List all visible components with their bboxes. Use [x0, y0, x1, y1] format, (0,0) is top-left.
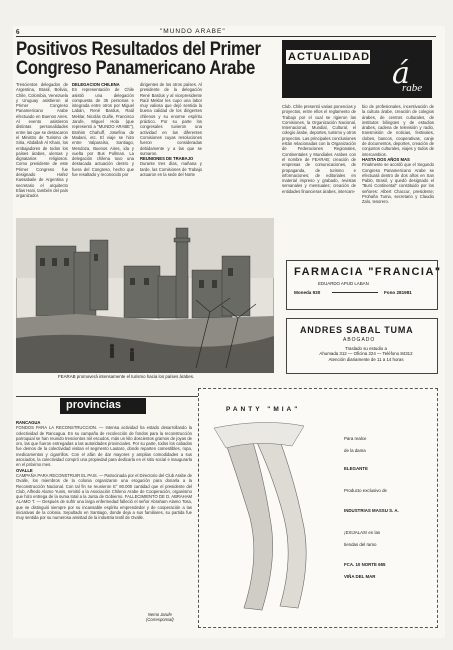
- col2-heading: DELEGACION CHILENA: [72, 82, 120, 87]
- signature-role: (Corresponsal): [146, 617, 174, 623]
- farmacia-phone: Fono 281981: [384, 290, 412, 295]
- newspaper-name: "MUNDO ARABE": [160, 28, 226, 35]
- farmacia-owner: EDUARDO APUD LABAN: [318, 281, 369, 286]
- ovalle-text: CAMPAÑA PARA RECONSTRUIR EL PAIS. — Patrocinada por el Directorio del Club Arabe de Ovalle, los miembros de la colonia organizaron una erogación para donarla a la Reconstrucción Nacional. Con tal fin se reunieron E° 80.000 cantidad que el presidente del Club, Alfredo Alamo Yunis, remitió a la Asociación Chileno Arabe de Cooperación, organismo que hizo entrega de la suma total a la Junta de Gobierno. FALLECIMIENTO DE D. ABRAHAM ALAMO T. — Después de sufrir una larga enfermedad falleció el señor Abraham Alamo Tosa, que se distinguió siempre por su incansable espíritu emprendedor y de cooperación a las iniciativas de la colonia. Sepultado en Santiago, donde deja a sus familiares, su partida fue muy sentida por su numerosa amistad de la industria textil de Ovalle.: [16, 472, 192, 521]
- headline-line-1: Positivos Resultados del Primer: [16, 39, 261, 60]
- abogado-title: ABOGADO: [343, 337, 376, 343]
- article-headline: [16, 39, 261, 79]
- signature-name: Nemo Jarufe: [147, 612, 172, 617]
- abogado-name: ANDRES SABAL TUMA: [300, 325, 414, 335]
- article-column-1: Trescientos delegados de Argentina, Brasil, Bolivia, Chile, Colombia, Venezuela y Uruguay asistieron al Primer Congreso Panamericano Arabe efectuado en Buenos Aires. Al evento asistieron distintas personalidades entre las que se destacaron el Ministro de Turismo de Siria, Abdallah Al Khani, los embajadores de todos los países árabes, ulemas y dignatarios religiosos. Como presidente de este Primer Congreso fue designado Hafez Kassabaile de Argentina y secretario el arquitecto Elias Hani, también del país organizador.: [16, 82, 68, 199]
- panty-line-1: Para realce: [344, 436, 367, 441]
- col5-text-b: Finalmente se acordó que el Segundo Congreso Panamericano Arabe se efectuará dentro de dos años en San Pablo, Brasil, y quedó designado el "Buró Continental" constituido por los señores: Albert Chaccur, presidente; Prohaña Tuma, secretario y Claudio Zalo, tesorero.: [362, 162, 434, 205]
- headline-line-2: Congreso Panamericano Arabe: [16, 58, 255, 79]
- article-column-2: [72, 82, 134, 214]
- abogado-line-3: Atención diariamente de 11 a 14 horas: [328, 356, 404, 362]
- actualidad-arabe: rabe: [402, 82, 423, 94]
- panty-line-7: tiendas del ramo: [344, 542, 377, 547]
- page-number: 6: [16, 28, 20, 36]
- city-illustration: [16, 218, 274, 373]
- col3-text-a: dirigentes de los otros países. Al presidente de la delegación René Bardus y al vicepresidente Raúl Meklar les cupo una labor muy valiosa que dejó sentida la buena calidad de los dirigentes chilenos y su enorme espíritu práctico. Por su parte los congresales tuvieron una actividad en las diferentes Comisiones cuyas resoluciones fueron consideradas debidamente y a las que se sumaron.: [140, 82, 202, 156]
- col5-heading: HASTA DOS AÑOS MAS: [362, 156, 410, 162]
- provincias-column: [16, 420, 192, 610]
- panty-title: PANTY "MIA": [226, 406, 301, 413]
- rancagua-text: FONDOS PARA LA RECONSTRUCCION. — Intensa actividad ha estado desarrollando la colectividad de Rancagua. En su campaña de recolección de fondos para la reconstrucción parroquial se han reunido trescientos mil escudos, más un kilo doscientos gramos de joyas de oro, las que fueron entregadas a las autoridades provinciales. Por su parte, todos los cabados fue demos de la colectividad visitan el segmento Lautaro, donde reparten comestibles, ropa, medicamentos y cigarrillos. Con el afán de dar mayores y amplias comodidades a sus asociados, la colectividad compró una propiedad para dedicarla en el sitio social e inaugurarla en el próximo mes.: [16, 425, 192, 468]
- actualidad-label: ACTUALIDAD: [288, 51, 371, 63]
- rancagua-heading: RANCAGUA: [16, 420, 41, 425]
- abogado-line-2: Ahumada 312 — Oficina 224 — Teléfono 84312: [319, 351, 413, 357]
- abogado-line-1: Traslado su estudio a: [345, 346, 387, 351]
- col2-text: En representación de Chile asistió una delegación compuesta de 35 personas e integrada entre otros por Miguel Labán, René Bardus, Raúl Meklar, Nicolás Guiñe, Francisco Jarufe, Miguel Hola (que representó a "MUNDO ARABE"), Brahim Chahuff, Josefina de Madani, etc. El viaje se hizo entre Valparaíso, Santiago, Mendoza, Buenos Aires, ida y vuelta por Bus Pullman. La delegación chilena tuvo una destacada actuación dentro y fuera del Congreso, hecho que fue resaltado y reconocido por: [72, 87, 134, 178]
- panty-line-5: INDUSTRIAS MASSU S. A.: [344, 508, 399, 513]
- provincias-label: provincias: [66, 399, 122, 411]
- panty-line-8: FCA. 10 NORTE 655: [344, 562, 386, 567]
- legs-illustration: [204, 418, 334, 618]
- article-column-5: [362, 104, 434, 256]
- farmacia-name: FARMACIA "FRANCIA": [294, 266, 442, 278]
- panty-line-4: Producto exclusivo de: [344, 488, 387, 493]
- farmacia-rule: [332, 292, 378, 293]
- col5-text-a: bio de profesionales, incentivación de la cultura árabe, creación de colegios árabes, de centros culturales, de institutos bilingües y de estudios árabes, cadena de televisión y radio, transmisión de noticias, festivales, clubes, bancos, cooperativas, canje de documentos, deportes, creación de conjuntos culturales, viajes y todos de intercambios.: [362, 104, 434, 157]
- correspondent-signature: [146, 612, 174, 623]
- ovalle-heading: OVALLE: [16, 467, 33, 473]
- panty-line-6: ¡EXIJALAS! en las: [344, 530, 381, 535]
- farmacia-address: Moneda 930: [294, 290, 321, 295]
- photo-caption: FEARAB promoverá intensamente el turismo hacia los países árabes.: [58, 374, 195, 379]
- header-rule: [16, 36, 436, 37]
- col3-text-b: Durante tres días, mañana y tarde, las Comisiones de Trabajo actuaron en la sede del Norte: [140, 161, 202, 178]
- panty-line-2: de la dama: [344, 448, 366, 453]
- panty-line-3: ELEGANTE: [344, 466, 368, 471]
- article-column-3: [140, 82, 202, 214]
- panty-line-9: VIÑA DEL MAR: [344, 574, 376, 579]
- col3-heading: REUNIONES DE TRABAJO: [140, 156, 194, 162]
- article-column-4: Club. Chile presentó varias ponencias y proyectos, entre ellos el reglamento de Trabajo por el cual se rigieron las Comisiones, la Organización Nacional, Internacional, Mundial, Cultural, el colegio árabe, deportes, turismo y otros proyectos. Las principales conclusiones están relacionadas con la Organización de Federaciones Regionales, Continentales y Mundiales Arabes con el nombre de FEARAB; creación de empresas de comunicaciones, de propaganda, de turismo e informaciones; de editoriales en material impreso y grabado, revistas semanales y mensuales; creación de entidades financieras árabes, intercam-: [282, 104, 356, 194]
- actualidad-script-letter: á: [392, 56, 410, 91]
- abogado-details: [306, 346, 426, 362]
